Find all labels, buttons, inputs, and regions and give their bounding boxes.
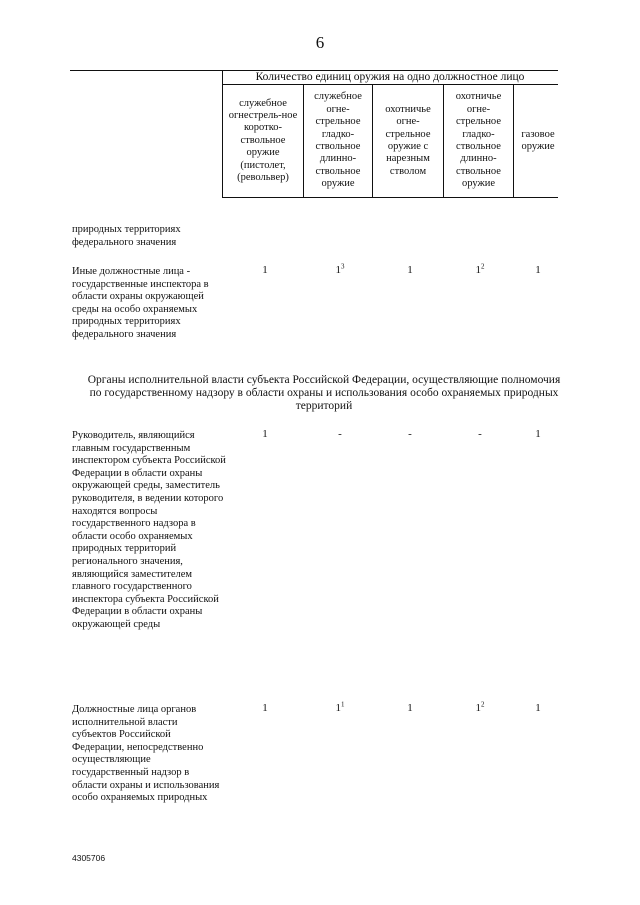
row-label-regional-officials: Должностные лица органов исполнительной власти субъектов Российской Федерации, непосредственно осуществляющие государственный надзор в области охраны и использования особо охраняемых природных [72, 704, 220, 804]
column-header-hunting-rifled: охотничье огне-стрельное оружие с нарезным стволом [385, 103, 431, 177]
document-code: 4305706 [72, 853, 106, 863]
column-header-service-smoothbore: служебное огне-стрельное гладко-ствольное длинно-ствольное оружие [314, 91, 362, 190]
table-cell: 1 [407, 702, 413, 714]
table-cell: 1 [407, 264, 413, 276]
table-cell: 1 [535, 264, 541, 276]
column-divider [222, 70, 223, 198]
column-header-gas: газовое оружие [521, 128, 555, 152]
table-cell: 1 [262, 428, 268, 440]
table-cell: 1 [535, 702, 541, 714]
column-divider [372, 84, 373, 198]
table-cell: - [478, 428, 482, 440]
table-cell: - [338, 428, 342, 440]
continuation-text: природных территориях федерального значения [72, 224, 181, 248]
table-cell: 1 [262, 264, 268, 276]
column-divider [443, 84, 444, 198]
column-header-hunting-smoothbore: охотничье огне-стрельное гладко-ствольное длинно-ствольное оружие [455, 91, 502, 190]
column-divider [303, 84, 304, 198]
table-cell: 1 [262, 702, 268, 714]
table-cell: $1^2$ [475, 262, 485, 276]
row-label-head-inspector: Руководитель, являющийся главным государственным инспектором субъекта Российской Федерации в области охраны окружающей среды, заместитель руководителя, в ведении которого находятся вопросы государственного надзора в области особо охраняемых природных территорий регионального значения, являющийся заместителем главного государственного инспектора субъекта Российской Федерации в области охраны окружающей среды [72, 430, 226, 630]
table-cell: $1^1$ [335, 700, 345, 714]
row-label-inspectors: Иные должностные лица - государственные инспектора в области охраны окружающей среды на особо охраняемых природных территориях федерального значения [72, 266, 209, 340]
table-cell: $1^2$ [475, 700, 485, 714]
table-cell: 1 [535, 428, 541, 440]
table-cell: $1^3$ [335, 262, 345, 276]
page-number: 6 [315, 33, 325, 52]
column-divider [513, 84, 514, 198]
column-header-pistol: служебное огнестрель-ное коротко-ствольное оружие (пистолет, (револьвер) [228, 97, 298, 184]
group-header: Количество единиц оружия на одно должностное лицо [255, 71, 525, 83]
header-bottom-rule [222, 197, 558, 198]
section-heading: Органы исполнительной власти субъекта Российской Федерации, осуществляющие полномочия по государственному надзору в области охраны и использования особо охраняемых природных территорий [87, 374, 561, 413]
table-cell: - [408, 428, 412, 440]
